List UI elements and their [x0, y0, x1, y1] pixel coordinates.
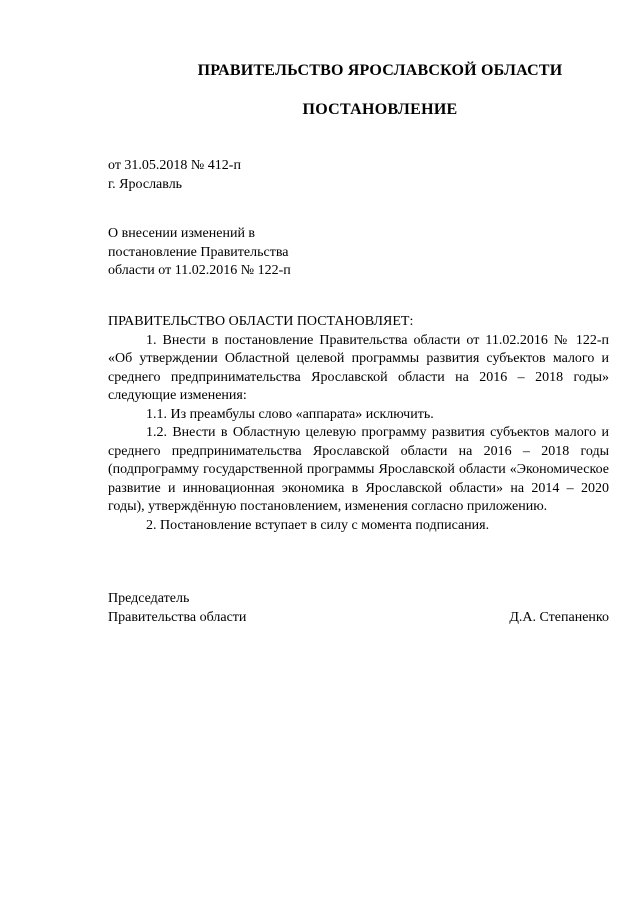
item-1-1: 1.1. Из преамбулы слово «аппарата» исключить.: [146, 406, 434, 422]
subject-line: постановление Правительства: [108, 244, 289, 260]
item-1-2: 1.2. Внести в Областную целевую программу развития субъектов малого и среднего предпринимательства Ярославской области на 2016 – 2018 годы (подпрограмму государственной программы Ярославской области «Экономическое развитие и инновационная экономика в Ярославской области» на 2014 – 2020 годы), утверждённую постановлением, изменения согласно приложению.: [108, 425, 609, 514]
signatory-name: Д.А. Степаненко: [509, 610, 609, 625]
preamble: ПРАВИТЕЛЬСТВО ОБЛАСТИ ПОСТАНОВЛЯЕТ:: [108, 314, 414, 329]
organization-title: ПРАВИТЕЛЬСТВО ЯРОСЛАВСКОЙ ОБЛАСТИ: [197, 62, 563, 79]
signature-block: [108, 589, 609, 627]
date-number: от 31.05.2018 № 412-п: [108, 158, 241, 173]
document-meta: [108, 156, 241, 194]
item-2: 2. Постановление вступает в силу с момента подписания.: [146, 517, 490, 533]
city: г. Ярославль: [108, 177, 183, 192]
signatory-position-line-1: Председатель: [108, 591, 190, 606]
signature-row: [108, 608, 609, 627]
document-type: ПОСТАНОВЛЕНИЕ: [302, 101, 458, 118]
item-1: 1. Внести в постановление Правительства области от 11.02.2016 № 122-п «Об утверждении Областной целевой программы развития субъектов малого и среднего предпринимательства Ярославской области на 2016 – 2018 годы» следующие изменения:: [108, 332, 609, 403]
signatory-position-line-2: Правительства области: [108, 610, 247, 625]
document-body: [108, 313, 609, 535]
document-subject: [108, 225, 291, 281]
subject-line: области от 11.02.2016 № 122-п: [108, 263, 291, 278]
subject-line: О внесении изменений в: [108, 226, 256, 241]
